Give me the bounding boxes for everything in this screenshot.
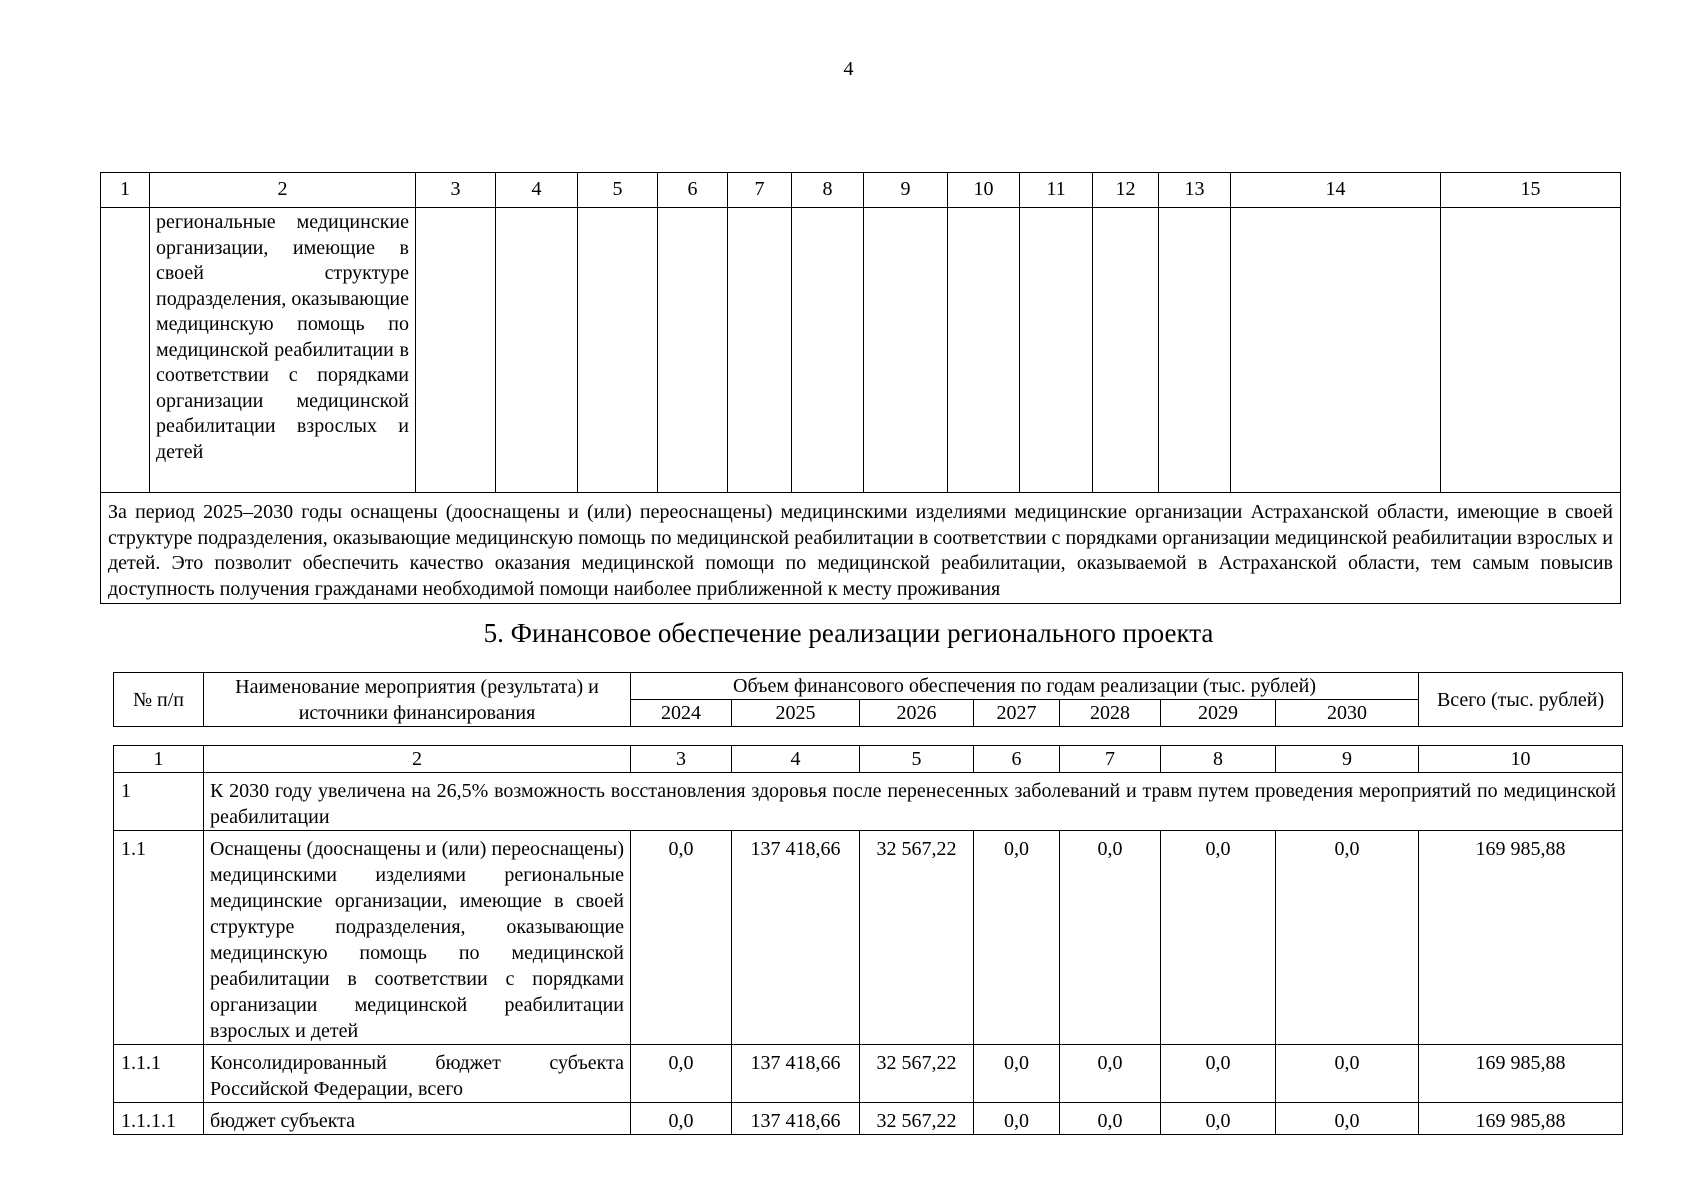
value-cell: 0,0 [1060,1103,1161,1135]
row-name: бюджет субъекта [204,1103,631,1135]
results-table [100,172,1621,604]
value-cell: 137 418,66 [732,831,860,1045]
value-cell: 32 567,22 [860,1045,974,1103]
header-cell: 4 [496,173,578,208]
column-number: 9 [1276,746,1419,773]
value-cell: 0,0 [1161,831,1276,1045]
header-cell: 2 [150,173,416,208]
header-cell: 11 [1020,173,1093,208]
empty-cell [864,208,948,493]
row-code: 1.1 [114,831,204,1045]
header-cell: 12 [1093,173,1159,208]
goal-row [114,773,1623,831]
value-cell: 0,0 [1060,1045,1161,1103]
column-number: 1 [114,746,204,773]
empty-cell [948,208,1020,493]
year-header: 2026 [860,700,974,727]
value-cell: 0,0 [631,831,732,1045]
empty-cell [101,208,150,493]
column-number: 4 [732,746,860,773]
table-header-row [101,173,1621,208]
goal-code: 1 [114,773,204,831]
row-code: 1.1.1 [114,1045,204,1103]
empty-cell [1020,208,1093,493]
column-number: 3 [631,746,732,773]
total-cell: 169 985,88 [1419,831,1623,1045]
financing-header-row [114,673,1623,700]
header-cell: 14 [1231,173,1441,208]
column-number: 2 [204,746,631,773]
year-header: 2030 [1276,700,1419,727]
header-cell: 8 [792,173,864,208]
year-header: 2027 [974,700,1060,727]
value-cell: 32 567,22 [860,1103,974,1135]
page-number: 4 [843,58,854,80]
empty-cell [792,208,864,493]
financing-header-table [113,672,1623,727]
col-total-header: Всего (тыс. рублей) [1419,673,1623,727]
section-title: 5. Финансовое обеспечение реализации регионального проекта [483,618,1214,648]
table-row [101,208,1621,493]
empty-cell [1159,208,1231,493]
summary-text: За период 2025–2030 годы оснащены (дооснащены и (или) переоснащены) медицинскими изделиями медицинские организации Астраханской области, имеющие в своей структуре подразделения, оказывающие медицинскую помощь по медицинской реабилитации в соответствии с порядками организации медицинской реабилитации взрослых и детей. Это позволит обеспечить качество оказания медицинской помощи по медицинской реабилитации, оказываемой в Астраханской области, тем самым повысив доступность получения гражданами необходимой помощи наиболее приближенной к месту проживания [101,493,1621,604]
row-code: 1.1.1.1 [114,1103,204,1135]
col-num-header: № п/п [114,673,204,727]
summary-row [101,493,1621,604]
value-cell: 0,0 [974,1103,1060,1135]
row-name: Консолидированный бюджет субъекта Российской Федерации, всего [204,1045,631,1103]
col-name-header: Наименование мероприятия (результата) и источники финансирования [204,673,631,727]
year-header: 2025 [732,700,860,727]
empty-cell [728,208,792,493]
value-cell: 0,0 [1276,831,1419,1045]
column-number-row [114,746,1623,773]
column-number: 8 [1161,746,1276,773]
value-cell: 32 567,22 [860,831,974,1045]
column-number: 6 [974,746,1060,773]
value-cell: 0,0 [1161,1103,1276,1135]
empty-cell [416,208,496,493]
empty-cell [658,208,728,493]
header-cell: 7 [728,173,792,208]
total-cell: 169 985,88 [1419,1045,1623,1103]
header-cell: 5 [578,173,658,208]
table-row [114,1045,1623,1103]
value-cell: 0,0 [631,1103,732,1135]
header-cell: 15 [1441,173,1621,208]
value-cell: 0,0 [1276,1103,1419,1135]
empty-cell [1441,208,1621,493]
table-row [114,831,1623,1045]
column-number: 7 [1060,746,1161,773]
header-cell: 6 [658,173,728,208]
value-cell: 0,0 [974,1045,1060,1103]
empty-cell [1231,208,1441,493]
empty-cell [1093,208,1159,493]
value-cell: 137 418,66 [732,1045,860,1103]
empty-cell [578,208,658,493]
header-cell: 10 [948,173,1020,208]
table-row [114,1103,1623,1135]
year-header: 2028 [1060,700,1161,727]
value-cell: 0,0 [631,1045,732,1103]
row-name: Оснащены (дооснащены и (или) переоснащены) медицинскими изделиями региональные медицинские организации, имеющие в своей структуре подразделения, оказывающие медицинскую помощь по медицинской реабилитации в соответствии с порядками организации медицинской реабилитации взрослых и детей [204,831,631,1045]
header-cell: 9 [864,173,948,208]
year-header: 2024 [631,700,732,727]
header-cell: 1 [101,173,150,208]
year-header: 2029 [1161,700,1276,727]
value-cell: 137 418,66 [732,1103,860,1135]
empty-cell [496,208,578,493]
value-cell: 0,0 [1276,1045,1419,1103]
value-cell: 0,0 [974,831,1060,1045]
goal-text: К 2030 году увеличена на 26,5% возможность восстановления здоровья после перенесенных заболеваний и травм путем проведения мероприятий по медицинской реабилитации [204,773,1623,831]
header-cell: 3 [416,173,496,208]
header-cell: 13 [1159,173,1231,208]
financing-table [113,745,1623,1135]
column-number: 10 [1419,746,1623,773]
value-cell: 0,0 [1060,831,1161,1045]
row-description: региональные медицинские организации, имеющие в своей структуре подразделения, оказывающие медицинскую помощь по медицинской реабилитации в соответствии с порядками организации медицинской реабилитации взрослых и детей [150,208,416,493]
total-cell: 169 985,88 [1419,1103,1623,1135]
value-cell: 0,0 [1161,1045,1276,1103]
col-volume-header: Объем финансового обеспечения по годам реализации (тыс. рублей) [631,673,1419,700]
column-number: 5 [860,746,974,773]
